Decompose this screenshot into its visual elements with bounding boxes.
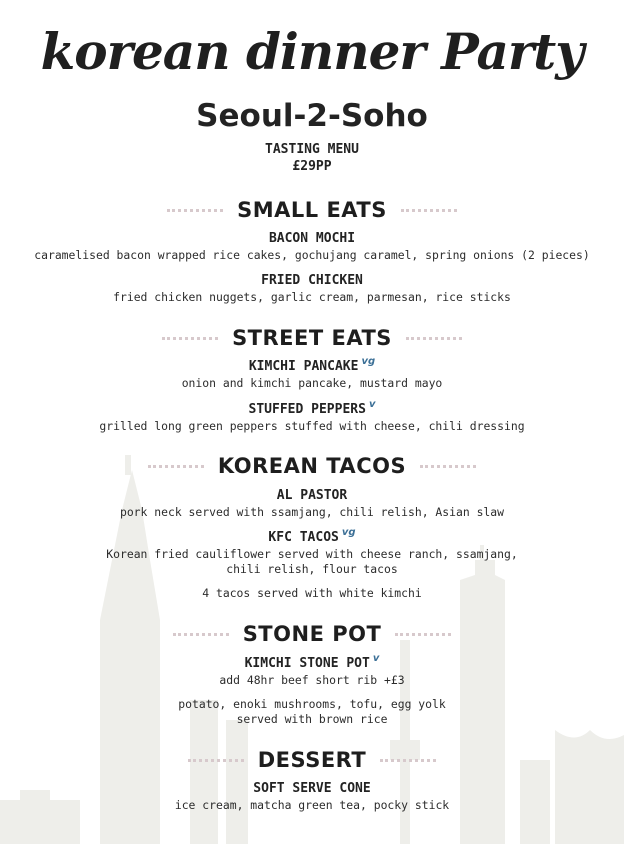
menu-type-block [0,142,624,176]
dotted-divider [420,465,476,468]
item-name-text: BACON MOCHI [268,231,356,246]
dotted-divider [173,633,229,636]
item-name-text: KFC TACOS [268,530,339,545]
menu-item-name [0,273,624,289]
dotted-divider [188,759,244,762]
section-heading-street-eats [0,324,624,352]
item-name-text: KIMCHI STONE POT [244,656,370,671]
menu-item-description: pork neck served with ssamjang, chili relish, Asian slaw [119,505,505,519]
menu-item-description: ice cream, matcha green tea, pocky stick [174,798,450,812]
section-title: KOREAN TACOS [217,454,407,478]
dotted-divider [395,633,451,636]
dotted-divider [167,209,223,212]
dotted-divider [401,209,457,212]
menu-item-description: caramelised bacon wrapped rice cakes, gochujang caramel, spring onions (2 pieces) [34,248,590,262]
dotted-divider [148,465,204,468]
section-title: SMALL EATS [237,198,387,222]
item-name-text: FRIED CHICKEN [261,273,363,288]
menu-item-name [0,781,624,797]
section-title: STONE POT [242,622,382,646]
menu-item-description: potato, enoki mushrooms, tofu, egg yolk [178,697,446,711]
dotted-divider [406,337,462,340]
vegetarian-badge: v [368,399,376,410]
menu-price: £29PP [292,159,332,174]
menu-item-name [0,488,624,504]
section-heading-stone-pot [0,620,624,648]
menu-item-description: chili relish, flour tacos [226,562,398,576]
brand-logo: korean dinner Party [40,22,584,81]
section-note: 4 tacos served with white kimchi [202,586,422,600]
menu-item-name [0,231,624,247]
vegetarian-badge: v [372,653,380,664]
section-heading-dessert [0,746,624,774]
vegan-badge: vg [341,527,356,538]
item-name-text: SOFT SERVE CONE [253,781,371,796]
item-name-text: STUFFED PEPPERS [248,402,366,417]
menu-item-description: onion and kimchi pancake, mustard mayo [181,376,443,390]
section-heading-small-eats [0,196,624,224]
section-title: STREET EATS [232,326,392,350]
section-heading-korean-tacos [0,452,624,480]
menu-item-description: Korean fried cauliflower served with cheese ranch, ssamjang, [106,547,518,561]
dotted-divider [380,759,436,762]
menu-item-addon: add 48hr beef short rib +£3 [219,673,405,687]
section-title: DESSERT [257,748,367,772]
item-name-text: AL PASTOR [276,488,348,503]
menu-item-description: served with brown rice [236,712,388,726]
menu-item-description: fried chicken nuggets, garlic cream, parmesan, rice sticks [113,290,511,304]
menu-item-name [0,653,624,673]
menu-item-description: grilled long green peppers stuffed with cheese, chili dressing [99,419,525,433]
dotted-divider [162,337,218,340]
menu-subtitle: Seoul-2-Soho [196,98,428,134]
menu-item-name [0,527,624,547]
menu-type: TASTING MENU [265,142,359,157]
menu-item-name [0,356,624,376]
vegan-badge: vg [361,356,376,367]
menu-item-name [0,399,624,419]
item-name-text: KIMCHI PANCAKE [248,359,359,374]
